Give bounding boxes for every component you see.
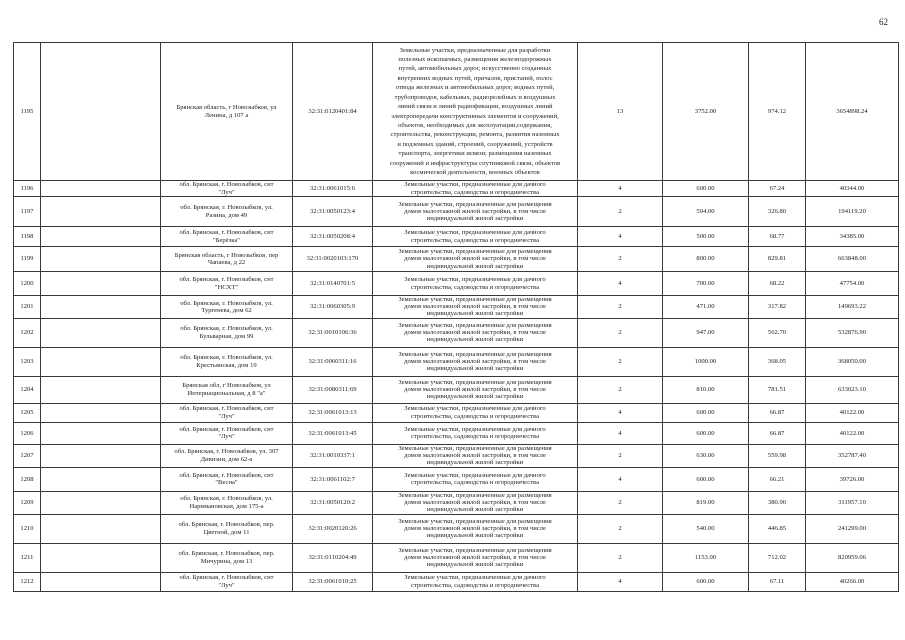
land-registry-table [13, 42, 899, 592]
blank-cell [41, 444, 161, 467]
cadastral-value-cell: 663848.00 [806, 247, 899, 272]
blank-cell [41, 272, 161, 296]
cadastral-value-cell: 40266.00 [806, 572, 899, 591]
table-row [14, 43, 899, 181]
cadastral-number-cell: 32:31:0010337:1 [293, 444, 373, 467]
table-row [14, 347, 899, 376]
row-number-cell: 1196 [14, 181, 41, 197]
blank-cell [41, 181, 161, 197]
cadastral-value-cell: 3654898.24 [806, 43, 899, 181]
land-use-cell: Земельные участки, предназначенные для размещения домов малоэтажной жилой застройки, в том числе индивидуальной жилой застройки [373, 318, 578, 347]
table-row [14, 376, 899, 403]
address-cell: Брянская область, г Новозыбков, пер Чапаева, д 22 [161, 247, 293, 272]
rate-cell: 66.21 [749, 467, 806, 491]
area-cell: 947.00 [663, 318, 749, 347]
area-cell: 600.00 [663, 572, 749, 591]
address-cell: обл. Брянская, г. Новозыбков, ул. Крестьянская, дом 19 [161, 347, 293, 376]
blank-cell [41, 514, 161, 543]
cadastral-value-cell: 633023.10 [806, 376, 899, 403]
address-cell: обл. Брянская, г. Новозыбков, снт "Луч" [161, 422, 293, 444]
row-number-cell: 1204 [14, 376, 41, 403]
row-number-cell: 1206 [14, 422, 41, 444]
row-number-cell: 1211 [14, 543, 41, 572]
cadastral-value-cell: 194119.20 [806, 197, 899, 227]
address-cell: обл. Брянская, г. Новозыбков, снт "НСХТ" [161, 272, 293, 296]
row-number-cell: 1202 [14, 318, 41, 347]
blank-cell [41, 491, 161, 514]
table-row [14, 572, 899, 591]
address-cell: обл. Брянская, г. Новозыбков, снт "Весна" [161, 467, 293, 491]
blank-cell [41, 403, 161, 422]
group-cell: 4 [578, 572, 663, 591]
address-cell: Брянская обл, г Новозыбков, ул Интернациональная, д 8 "а" [161, 376, 293, 403]
rate-cell: 66.87 [749, 422, 806, 444]
group-cell: 4 [578, 422, 663, 444]
land-use-cell: Земельные участки, предназначенные для дачного строительства, садоводства и огородничества [373, 422, 578, 444]
group-cell: 4 [578, 227, 663, 247]
area-cell: 1153.00 [663, 543, 749, 572]
area-cell: 700.00 [663, 272, 749, 296]
land-use-cell: Земельные участки, предназначенные для размещения домов малоэтажной жилой застройки, в том числе индивидуальной жилой застройки [373, 247, 578, 272]
area-cell: 594.00 [663, 197, 749, 227]
address-cell: обл. Брянская, г. Новозыбков, ул. Наримановская, дом 175-а [161, 491, 293, 514]
blank-cell [41, 227, 161, 247]
land-use-cell: Земельные участки, предназначенные для дачного строительства, садоводства и огородничества [373, 403, 578, 422]
land-use-cell: Земельные участки, предназначенные для размещения домов малоэтажной жилой застройки, в том числе индивидуальной жилой застройки [373, 514, 578, 543]
land-use-cell: Земельные участки, предназначенные для размещения домов малоэтажной жилой застройки, в том числе индивидуальной жилой застройки [373, 444, 578, 467]
table-row [14, 403, 899, 422]
cadastral-number-cell: 32:31:0140701:5 [293, 272, 373, 296]
address-cell: Брянская область, г Новозыбков, ул Ленина, д 107 а [161, 43, 293, 181]
cadastral-number-cell: 32:31:0061102:7 [293, 467, 373, 491]
rate-cell: 829.81 [749, 247, 806, 272]
land-use-cell: Земельные участки, предназначенные для дачного строительства, садоводства и огородничества [373, 272, 578, 296]
address-cell: обл. Брянская, г. Новозыбков, пер. Мичурина, дом 13 [161, 543, 293, 572]
cadastral-number-cell: 32:31:0061013:45 [293, 422, 373, 444]
table-row [14, 181, 899, 197]
group-cell: 2 [578, 514, 663, 543]
group-cell: 4 [578, 272, 663, 296]
area-cell: 1000.00 [663, 347, 749, 376]
blank-cell [41, 422, 161, 444]
area-cell: 600.00 [663, 403, 749, 422]
table-row [14, 514, 899, 543]
cadastral-number-cell: 32:31:0020120:26 [293, 514, 373, 543]
land-use-cell: Земельные участки, предназначенные для размещения домов малоэтажной жилой застройки, в том числе индивидуальной жилой застройки [373, 491, 578, 514]
area-cell: 800.00 [663, 247, 749, 272]
cadastral-value-cell: 368050.00 [806, 347, 899, 376]
rate-cell: 67.24 [749, 181, 806, 197]
area-cell: 3752.00 [663, 43, 749, 181]
table-row [14, 227, 899, 247]
table-row [14, 467, 899, 491]
rate-cell: 368.05 [749, 347, 806, 376]
cadastral-number-cell: 32:31:0080311:69 [293, 376, 373, 403]
row-number-cell: 1212 [14, 572, 41, 591]
blank-cell [41, 572, 161, 591]
group-cell: 2 [578, 543, 663, 572]
blank-cell [41, 347, 161, 376]
area-cell: 600.00 [663, 181, 749, 197]
land-use-cell: Земельные участки, предназначенные для размещения домов малоэтажной жилой застройки, в том числе индивидуальной жилой застройки [373, 543, 578, 572]
blank-cell [41, 296, 161, 319]
land-use-cell: Земельные участки, предназначенные для дачного строительства, садоводства и огородничества [373, 467, 578, 491]
table-body [14, 43, 899, 592]
row-number-cell: 1209 [14, 491, 41, 514]
rate-cell: 446.85 [749, 514, 806, 543]
blank-cell [41, 376, 161, 403]
blank-cell [41, 247, 161, 272]
group-cell: 13 [578, 43, 663, 181]
rate-cell: 712.02 [749, 543, 806, 572]
cadastral-value-cell: 820959.06 [806, 543, 899, 572]
cadastral-value-cell: 241299.00 [806, 514, 899, 543]
address-cell: обл. Брянская, г. Новозыбков, пер. Цветной, дом 11 [161, 514, 293, 543]
group-cell: 2 [578, 347, 663, 376]
rate-cell: 68.77 [749, 227, 806, 247]
table-row [14, 318, 899, 347]
rate-cell: 559.98 [749, 444, 806, 467]
area-cell: 600.00 [663, 422, 749, 444]
area-cell: 810.00 [663, 376, 749, 403]
area-cell: 500.00 [663, 227, 749, 247]
address-cell: обл. Брянская, г. Новозыбков, снт "Луч" [161, 181, 293, 197]
page-number: 62 [879, 17, 888, 27]
rate-cell: 67.11 [749, 572, 806, 591]
cadastral-number-cell: 32:31:0060305:9 [293, 296, 373, 319]
address-cell: обл. Брянская, г. Новозыбков, ул. Бульварная, дом 99 [161, 318, 293, 347]
table-row [14, 247, 899, 272]
cadastral-value-cell: 149693.22 [806, 296, 899, 319]
group-cell: 2 [578, 197, 663, 227]
row-number-cell: 1199 [14, 247, 41, 272]
area-cell: 540.00 [663, 514, 749, 543]
cadastral-value-cell: 40122.00 [806, 403, 899, 422]
blank-cell [41, 543, 161, 572]
cadastral-number-cell: 32:31:0061013:13 [293, 403, 373, 422]
address-cell: обл. Брянская, г. Новозыбков, ул. Тургенева, дом 62 [161, 296, 293, 319]
cadastral-number-cell: 32:31:0120401:84 [293, 43, 373, 181]
blank-cell [41, 467, 161, 491]
area-cell: 600.00 [663, 467, 749, 491]
group-cell: 2 [578, 318, 663, 347]
group-cell: 4 [578, 467, 663, 491]
row-number-cell: 1205 [14, 403, 41, 422]
rate-cell: 562.70 [749, 318, 806, 347]
group-cell: 2 [578, 376, 663, 403]
land-use-cell: Земельные участки, предназначенные для дачного строительства, садоводства и огородничества [373, 227, 578, 247]
area-cell: 630.00 [663, 444, 749, 467]
cadastral-value-cell: 40344.00 [806, 181, 899, 197]
table-row [14, 296, 899, 319]
cadastral-value-cell: 34385.00 [806, 227, 899, 247]
cadastral-number-cell: 32:31:0061010:25 [293, 572, 373, 591]
table-row [14, 197, 899, 227]
cadastral-value-cell: 40122.00 [806, 422, 899, 444]
group-cell: 4 [578, 403, 663, 422]
rate-cell: 68.22 [749, 272, 806, 296]
rate-cell: 781.51 [749, 376, 806, 403]
cadastral-number-cell: 32:31:0020103:170 [293, 247, 373, 272]
group-cell: 2 [578, 491, 663, 514]
address-cell: обл. Брянская, г. Новозыбков, ул. 307 Дивизии, дом 62-а [161, 444, 293, 467]
group-cell: 2 [578, 444, 663, 467]
row-number-cell: 1197 [14, 197, 41, 227]
address-cell: обл. Брянская, г. Новозыбков, снт "Луч" [161, 572, 293, 591]
land-use-cell: Земельные участки, предназначенные для размещения домов малоэтажной жилой застройки, в том числе индивидуальной жилой застройки [373, 197, 578, 227]
cadastral-value-cell: 47754.00 [806, 272, 899, 296]
rate-cell: 974.12 [749, 43, 806, 181]
blank-cell [41, 43, 161, 181]
cadastral-value-cell: 352787.40 [806, 444, 899, 467]
area-cell: 819.00 [663, 491, 749, 514]
row-number-cell: 1207 [14, 444, 41, 467]
row-number-cell: 1208 [14, 467, 41, 491]
address-cell: обл. Брянская, г. Новозыбков, снт "Луч" [161, 403, 293, 422]
blank-cell [41, 197, 161, 227]
land-use-cell: Земельные участки, предназначенные для размещения домов малоэтажной жилой застройки, в том числе индивидуальной жилой застройки [373, 296, 578, 319]
rate-cell: 66.87 [749, 403, 806, 422]
table-row [14, 422, 899, 444]
row-number-cell: 1195 [14, 43, 41, 181]
table-row [14, 272, 899, 296]
land-use-cell: Земельные участки, предназначенные для разработки полезных ископаемых, размещения железнодорожных путей, автомобильных дорог, искусственно созданных внутренних водных путей, причалов, пристаней, полос отвода железных и автомобильных дорог, водных путей, трубопроводов, кабельных, радиорелейных и воздушных линий связи и линий радиофикации, воздушных линий электропередачи конструктивных элементов и сооружений, объектов, необходимых для эксплуатации,содержания, строительства, реконструкции, ремонта, развития наземных и подземных зданий, строений, сооружений, устройств транспорта, энергетики исвязи; размещения наземных сооружений и инфраструктуры спутниковой связи, объектов космической деятельности, военных объектов [373, 43, 578, 181]
row-number-cell: 1210 [14, 514, 41, 543]
address-cell: обл. Брянская, г. Новозыбков, снт "Берёзка" [161, 227, 293, 247]
cadastral-value-cell: 311957.10 [806, 491, 899, 514]
group-cell: 4 [578, 181, 663, 197]
cadastral-number-cell: 32:31:0050208:4 [293, 227, 373, 247]
group-cell: 2 [578, 247, 663, 272]
land-use-cell: Земельные участки, предназначенные для дачного строительства, садоводства и огородничества [373, 572, 578, 591]
cadastral-number-cell: 32:31:0060311:16 [293, 347, 373, 376]
cadastral-number-cell: 32:31:0050120:2 [293, 491, 373, 514]
row-number-cell: 1203 [14, 347, 41, 376]
land-use-cell: Земельные участки, предназначенные для размещения домов малоэтажной жилой застройки, в том числе индивидуальной жилой застройки [373, 376, 578, 403]
table-row [14, 543, 899, 572]
address-cell: обл. Брянская, г. Новозыбков, ул. Разина, дом 49 [161, 197, 293, 227]
rate-cell: 326.80 [749, 197, 806, 227]
group-cell: 2 [578, 296, 663, 319]
table-row [14, 444, 899, 467]
land-use-cell: Земельные участки, предназначенные для размещения домов малоэтажной жилой застройки, в том числе индивидуальной жилой застройки [373, 347, 578, 376]
row-number-cell: 1201 [14, 296, 41, 319]
area-cell: 471.00 [663, 296, 749, 319]
cadastral-number-cell: 32:31:0110204:49 [293, 543, 373, 572]
cadastral-number-cell: 32:31:0010106:36 [293, 318, 373, 347]
table-row [14, 491, 899, 514]
cadastral-number-cell: 32:31:0061015:6 [293, 181, 373, 197]
row-number-cell: 1200 [14, 272, 41, 296]
cadastral-value-cell: 532876.90 [806, 318, 899, 347]
row-number-cell: 1198 [14, 227, 41, 247]
blank-cell [41, 318, 161, 347]
land-use-cell: Земельные участки, предназначенные для дачного строительства, садоводства и огородничества [373, 181, 578, 197]
rate-cell: 317.82 [749, 296, 806, 319]
cadastral-number-cell: 32:31:0050123:4 [293, 197, 373, 227]
cadastral-value-cell: 39726.00 [806, 467, 899, 491]
rate-cell: 380.90 [749, 491, 806, 514]
